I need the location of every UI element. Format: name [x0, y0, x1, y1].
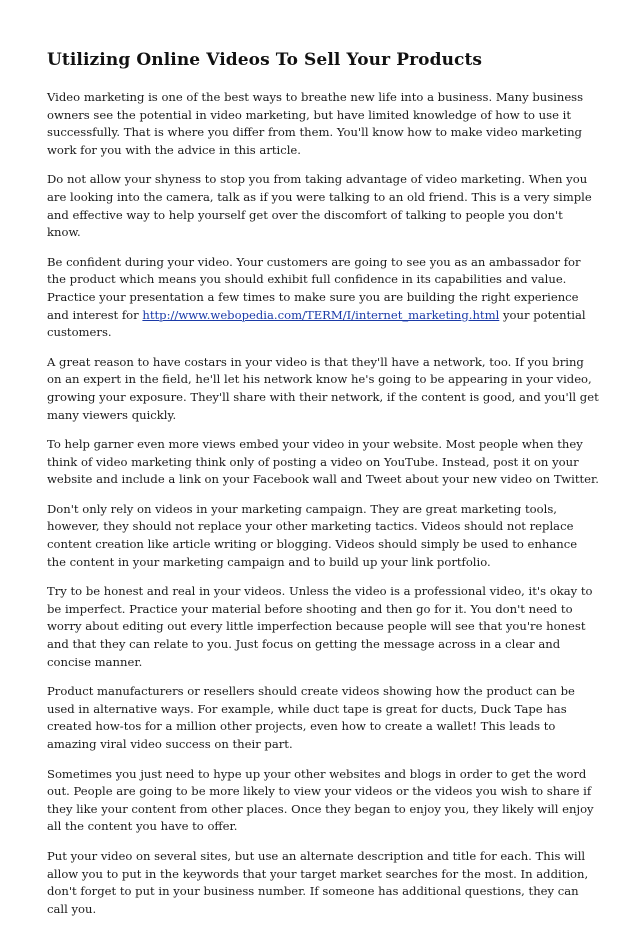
paragraph-7: Try to be honest and real in your videos. Unless the video is a professional video, it's okay to be imperfect. Practice your material before shooting and then go for it. You don't need to worry about editing out every little imperfection because people will see that you're honest and that they can relate to you. Just focus on getting the message across in a clear and concise manner.	[47, 584, 593, 669]
document-page	[47, 48, 599, 930]
paragraph-8: Product manufacturers or resellers should create videos showing how the product can be used in alternative ways. For example, while duct tape is great for ducts, Duck Tape has created how-tos for a million other projects, even how to create a wallet! This leads to amazing viral video success on their part.	[47, 684, 575, 751]
paragraph-10: Put your video on several sites, but use an alternate description and title for each. This will allow you to put in the keywords that your target market searches for the most. In addition, don't forget to put in your business number. If someone has additional questions, they can call you.	[47, 848, 589, 916]
paragraph-3-text-before: Be confident during your video. Your customers are going to see you as an ambassador for the product which means you should exhibit full confidence in its capabilities and value. Practice your presentation a few times to make sure you are building the right experience and interest for	[47, 254, 581, 322]
paragraph-9: Sometimes you just need to hype up your other websites and blogs in order to get the word out. People are going to be more likely to view your videos or the videos you wish to share if they like your content from other places. Once they began to enjoy you, they likely will enjoy all the content you have to offer.	[47, 766, 594, 834]
paragraph-5: To help garner even more views embed your video in your website. Most people when they think of video marketing think only of posting a video on YouTube. Instead, post it on your website and include a link on your Facebook wall and Tweet about your new video on Twitter.	[47, 437, 599, 487]
paragraph-3-text-after: your potential customers.	[47, 307, 586, 340]
webopedia-link[interactable]: http://www.webopedia.com/TERM/I/internet_marketing.html	[142, 307, 500, 322]
paragraph-6: Don't only rely on videos in your marketing campaign. They are great marketing tools, however, they should not replace your other marketing tactics. Videos should not replace content creation like article writing or blogging. Videos should simply be used to enhance the content in your marketing campaign and to build up your link portfolio.	[47, 501, 578, 569]
document-title: Utilizing Online Videos To Sell Your Products	[47, 50, 483, 70]
paragraph-3	[47, 254, 599, 342]
paragraph-2: Do not allow your shyness to stop you from taking advantage of video marketing. When you are looking into the camera, talk as if you were talking to an old friend. This is a very simple and effective way to help yourself get over the discomfort of talking to people you don't know.	[47, 172, 592, 240]
paragraph-1: Video marketing is one of the best ways to breathe new life into a business. Many business owners see the potential in video marketing, but have limited knowledge of how to use it successfully. That is where you differ from them. You'll know how to make video marketing work for you with the advice in this article.	[47, 90, 584, 157]
paragraph-4: A great reason to have costars in your video is that they'll have a network, too. If you bring on an expert in the field, he'll let his network know he's going to be appearing in your video, growing your exposure. They'll share with their network, if the content is good, and you'll get many viewers quickly.	[47, 354, 599, 422]
